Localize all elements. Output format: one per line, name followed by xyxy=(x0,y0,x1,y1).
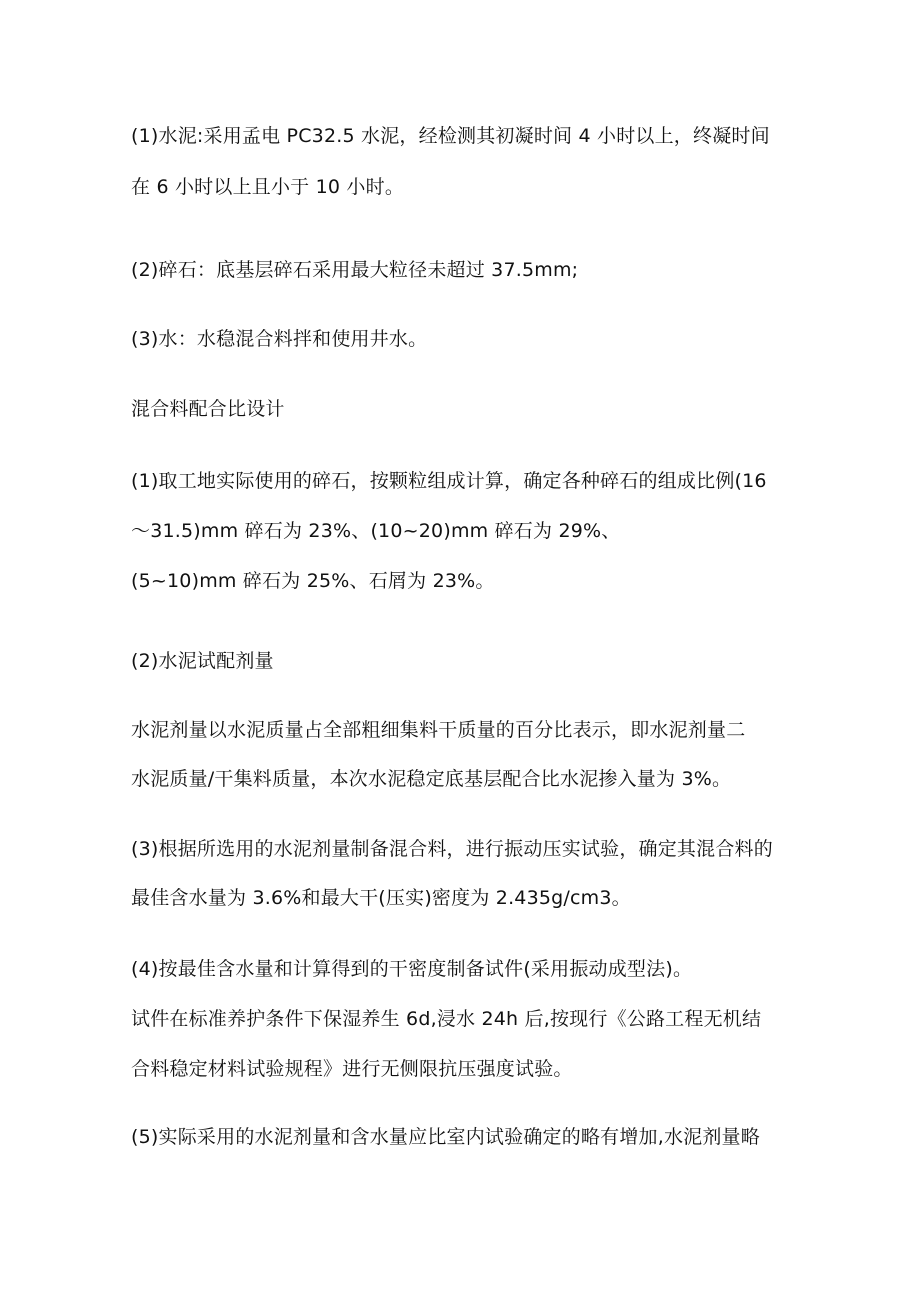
text-line: 最佳含水量为 3.6%和最大干(压实)密度为 2.435g/cm3。 xyxy=(131,887,631,909)
text-line: 水泥质量/干集料质量，本次水泥稳定底基层配合比水泥掺入量为 3%。 xyxy=(131,768,732,790)
text-line: (3)水：水稳混合料拌和使用井水。 xyxy=(131,328,428,350)
text-line: ～31.5)mm 碎石为 23%、(10~20)mm 碎石为 29%、 xyxy=(131,520,621,542)
text-line: (2)水泥试配剂量 xyxy=(131,650,274,672)
text-line: (2)碎石：底基层碎石采用最大粒径未超过 37.5mm; xyxy=(131,259,579,281)
text-line: 在 6 小时以上且小于 10 小时。 xyxy=(131,176,405,198)
text-line: (3)根据所选用的水泥剂量制备混合料，进行振动压实试验，确定其混合料的 xyxy=(131,838,773,860)
text-line: (1)水泥:采用孟电 PC32.5 水泥，经检测其初凝时间 4 小时以上，终凝时间 xyxy=(131,125,770,147)
text-line: 合料稳定材料试验规程》进行无侧限抗压强度试验。 xyxy=(131,1058,573,1080)
text-line: 水泥剂量以水泥质量占全部粗细集料干质量的百分比表示，即水泥剂量二 xyxy=(131,719,746,741)
text-line: (5~10)mm 碎石为 25%、石屑为 23%。 xyxy=(131,570,495,592)
text-line: (4)按最佳含水量和计算得到的干密度制备试件(采用振动成型法)。 xyxy=(131,958,693,980)
text-line: 试件在标准养护条件下保湿养生 6d,浸水 24h 后,按现行《公路工程无机结 xyxy=(131,1008,762,1030)
section-heading: 混合料配合比设计 xyxy=(131,398,285,420)
text-line: (1)取工地实际使用的碎石，按颗粒组成计算，确定各种碎石的组成比例(16 xyxy=(131,470,767,492)
text-line: (5)实际采用的水泥剂量和含水量应比室内试验确定的略有增加,水泥剂量略 xyxy=(131,1126,760,1148)
